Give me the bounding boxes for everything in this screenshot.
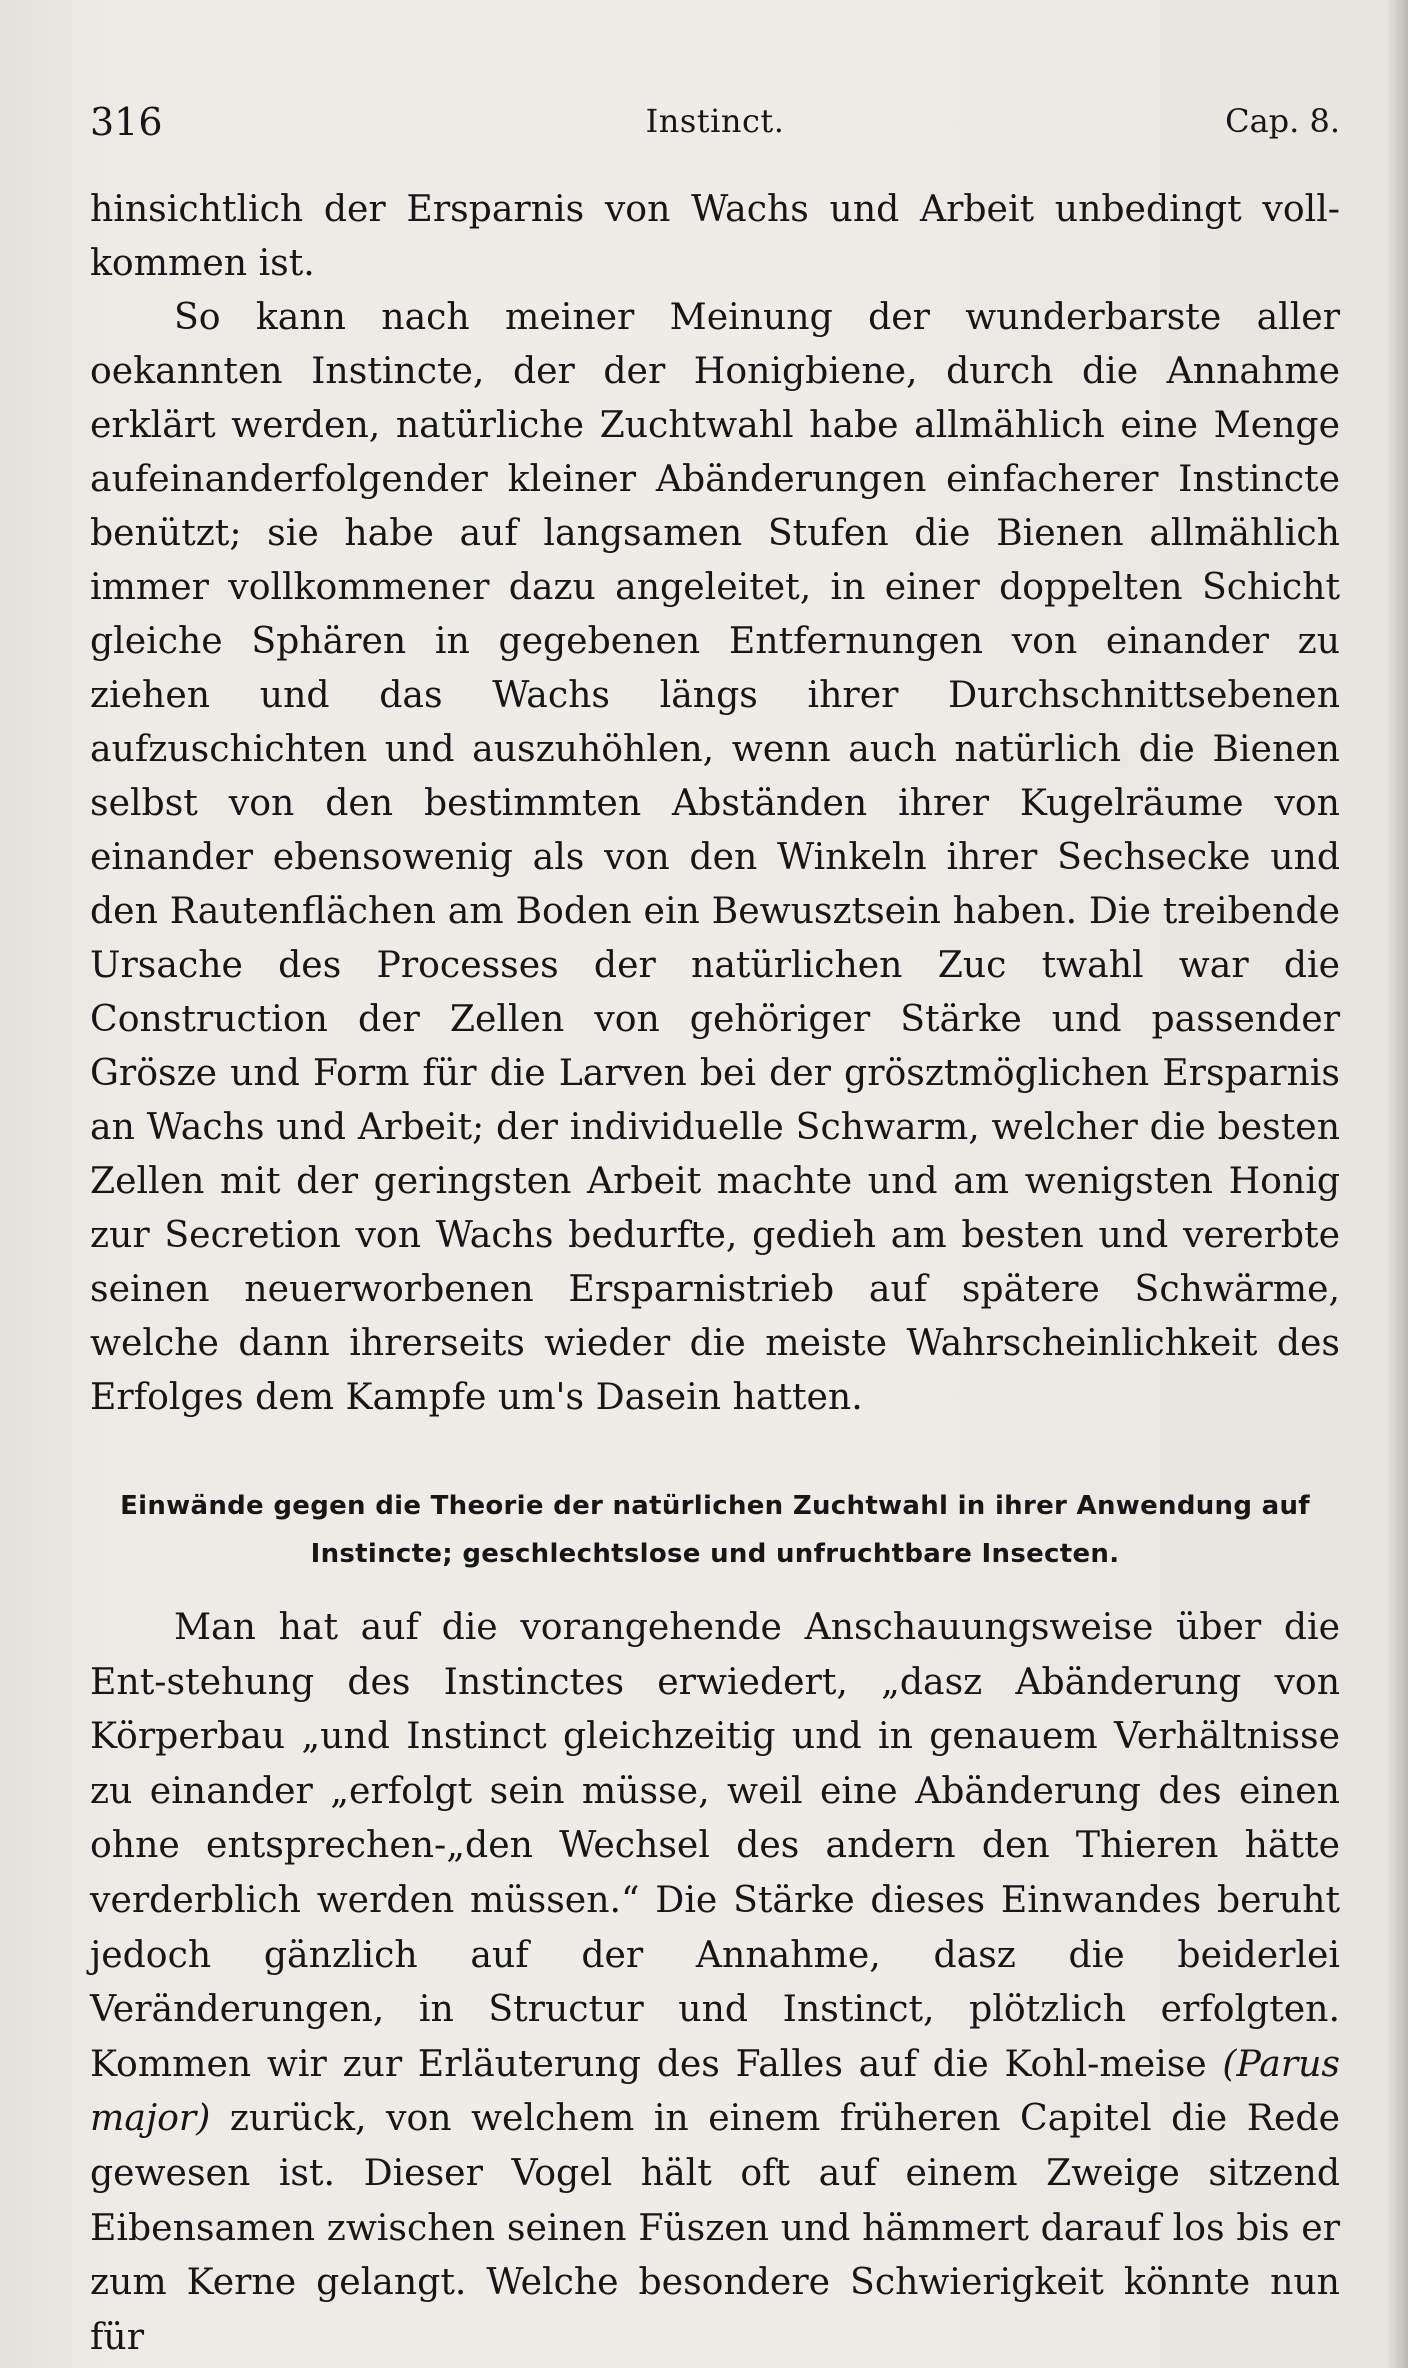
page-gutter-shadow — [1386, 0, 1408, 2368]
running-header — [90, 94, 1340, 154]
page-number: 316 — [90, 100, 163, 144]
section-heading — [90, 1482, 1340, 1578]
chapter-label: Cap. 8. — [1225, 102, 1340, 140]
paragraph-honeybee-instinct: So kann nach meiner Meinung der wunderbarste aller oekannten Instincte, der der Honigbiene, durch die Annahme erklärt werden, natürliche Zuchtwahl habe allmählich eine Menge aufeinanderfolgender kleiner Abänderungen einfacherer Instincte benützt; sie habe auf langsamen Stufen die Bienen allmählich immer vollkommener dazu angeleitet, in einer doppelten Schicht gleiche Sphären in gegebenen Entfernungen von einander zu ziehen und das Wachs längs ihrer Durchschnittsebenen aufzuschichten und auszuhöhlen, wenn auch natürlich die Bienen selbst von den bestimmten Abständen ihrer Kugelräume von einander ebensowenig als von den Winkeln ihrer Sechsecke und den Rautenflächen am Boden ein Bewusztsein haben. Die treibende Ursache des Processes der natürlichen Zuc twahl war die Construction der Zellen von gehöriger Stärke und passender Grösze und Form für die Larven bei der grösztmöglichen Ersparnis an Wachs und Arbeit; der individuelle Schwarm, welcher die besten Zellen mit der geringsten Arbeit machte und am wenigsten Honig zur Secretion von Wachs bedurfte, gedieh am besten und vererbte seinen neuerworbenen Ersparnistrieb auf spätere Schwärme, welche dann ihrerseits wieder die meiste Wahrscheinlichkeit des Erfolges dem Kampfe um's Dasein hatten. — [90, 295, 1340, 1418]
paragraph-objections-part-1: Man hat auf die vorangehende Anschauungsweise über die Ent-stehung des Instinctes erwiedert, „dasz Abänderung von Körperbau „und Instinct gleichzeitig und in genauem Verhältnisse zu einander „erfolgt sein müsse, weil eine Abänderung des einen ohne entsprechen-„den Wechsel des andern den Thieren hätte verderblich werden müssen.“ Die Stärke dieses Einwandes beruht jedoch gänzlich auf der Annahme, dasz die beiderlei Veränderungen, in Structur und Instinct, plötzlich erfolgten. Kommen wir zur Erläuterung des Falles auf die Kohl-meise — [90, 1605, 1340, 2085]
section-heading-line-2: Instincte; geschlechtslose und unfruchtbare Insecten. — [310, 1539, 1120, 1569]
paragraph-objections-part-2: zurück, von welchem in einem früheren Capitel die Rede gewesen ist. Dieser Vogel hält oft auf einem Zweige sitzend Eibensamen zwischen seinen Füszen und hämmert darauf los bis er zum Kerne gelangt. Welche besondere Schwierigkeit könnte nun für — [90, 2096, 1340, 2358]
paragraph-objections — [90, 1600, 1340, 2364]
main-text-lower — [90, 1600, 1340, 2364]
section-heading-line-1: Einwände gegen die Theorie der natürlichen Zuchtwahl in ihrer Anwendung auf — [120, 1491, 1310, 1521]
main-text-upper — [90, 182, 1340, 1424]
running-title: Instinct. — [645, 102, 785, 140]
species-name-italic: (Parus major) — [90, 2041, 1340, 2140]
paragraph-continuation: hinsichtlich der Ersparnis von Wachs und Arbeit unbedingt voll-kommen ist. — [90, 187, 1340, 284]
